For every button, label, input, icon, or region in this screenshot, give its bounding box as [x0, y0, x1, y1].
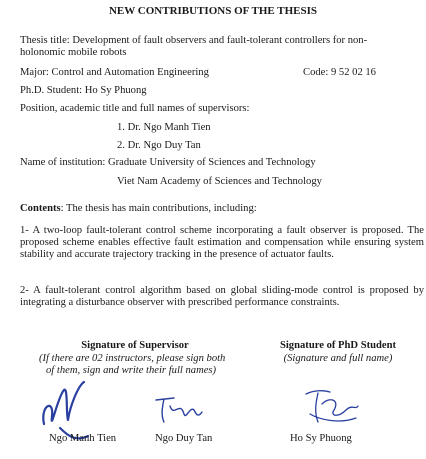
supervisor-signature-heading: Signature of Supervisor	[81, 340, 189, 351]
contribution-1: 1- A two-loop fault-tolerant control scheme incorporating a fault observer is proposed. The proposed scheme enables effective fault estimation and compensation while ensuring system stability and accurate trajectory tracking in the presence of actuator faults.	[20, 225, 424, 260]
document-title: NEW CONTRIBUTIONS OF THE THESIS	[108, 5, 318, 17]
thesis-title-line-2: holonomic mobile robots	[20, 47, 127, 58]
thesis-title-line-1: Thesis title: Development of fault observers and fault-tolerant controllers for non-	[20, 35, 368, 46]
student-note: (Signature and full name)	[283, 353, 393, 364]
signer-name-ngo-duy-tan: Ngo Duy Tan	[155, 433, 213, 444]
code-field: Code: 9 52 02 16	[303, 67, 376, 78]
supervisor-note-line-1: (If there are 02 instructors, please sign both	[39, 353, 226, 364]
contents-intro: : The thesis has main contributions, including:	[60, 203, 257, 214]
student-field: Ph.D. Student: Ho Sy Phuong	[20, 85, 147, 96]
supervisors-intro: Position, academic title and full names of supervisors:	[20, 103, 250, 114]
signer-name-ho-sy-phuong: Ho Sy Phuong	[290, 433, 352, 444]
contents-label: Contents	[20, 203, 61, 214]
contents-line	[20, 203, 257, 215]
signature-ho-sy-phuong	[300, 384, 362, 428]
institution-line-2: Viet Nam Academy of Sciences and Technology	[117, 176, 322, 187]
supervisor-note-line-2: of them, sign and write their full names)	[46, 365, 217, 376]
signature-ngo-duy-tan	[152, 392, 204, 426]
signer-name-ngo-manh-tien: Ngo Manh Tien	[49, 433, 117, 444]
student-signature-heading: Signature of PhD Student	[279, 340, 397, 351]
contribution-2: 2- A fault-tolerant control algorithm based on global sliding-mode control is proposed by integrating a disturbance observer with prescribed performance constraints.	[20, 285, 424, 308]
supervisor-1: 1. Dr. Ngo Manh Tien	[117, 122, 211, 133]
major-field: Major: Control and Automation Engineering	[20, 67, 209, 78]
supervisor-2: 2. Dr. Ngo Duy Tan	[117, 140, 201, 151]
institution-line-1: Name of institution: Graduate University of Sciences and Technology	[20, 157, 316, 168]
